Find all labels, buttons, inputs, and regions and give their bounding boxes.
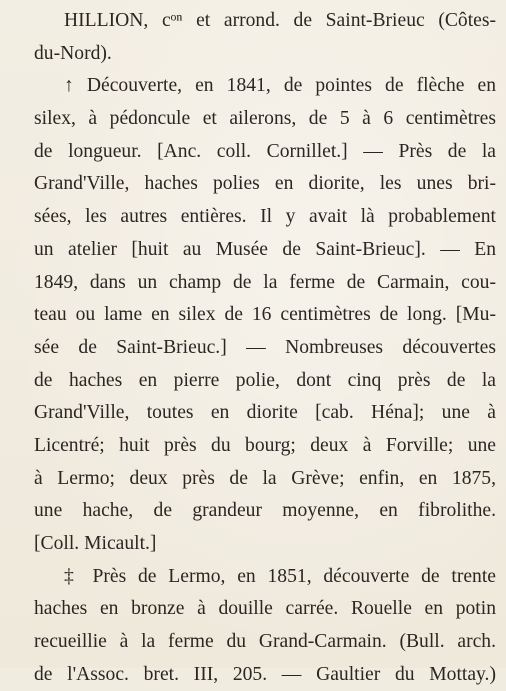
- text-line-21: de l'Assoc. bret. III, 205. — Gaultier du Mottay.): [34, 663, 496, 685]
- text-line-9: 1849, dans un champ de la ferme de Carmain, cou-: [34, 271, 496, 293]
- text-line-14: Licentré; huit près du bourg; deux à Forville; une: [34, 434, 496, 456]
- text-line-11: sée de Saint-Brieuc.] — Nombreuses découvertes: [34, 336, 496, 358]
- document-text: [34, 5, 496, 691]
- text-line-18: ‡ Près de Lermo, en 1851, découverte de trente: [64, 565, 496, 587]
- text-line-4: silex, à pédoncule et ailerons, de 5 à 6 centimètres: [34, 108, 496, 130]
- text-line-5: de longueur. [Anc. coll. Cornillet.] — Près de la: [34, 140, 496, 162]
- text-line-2: du-Nord).: [34, 42, 112, 64]
- text-line-16: une hache, de grandeur moyenne, en fibrolithe.: [34, 500, 496, 522]
- text-line-8: un atelier [huit au Musée de Saint-Brieuc]. — En: [34, 238, 496, 260]
- text-line-3: ↑ Découverte, en 1841, de pointes de flèche en: [64, 75, 496, 97]
- text-line-6: Grand'Ville, haches polies en diorite, les unes bri-: [34, 173, 496, 195]
- text-line-1: HILLION, cᵒⁿ et arrond. de Saint-Brieuc (Côtes-: [64, 10, 496, 31]
- text-line-7: sées, les autres entières. Il y avait là probablement: [34, 206, 496, 228]
- text-line-12: de haches en pierre polie, dont cinq près de la: [34, 369, 496, 391]
- text-line-10: teau ou lame en silex de 16 centimètres de long. [Mu-: [34, 304, 496, 326]
- text-line-15: à Lermo; deux près de la Grève; enfin, en 1875,: [34, 467, 496, 489]
- text-line-13: Grand'Ville, toutes en diorite [cab. Héna]; une à: [34, 402, 496, 424]
- text-line-19: haches en bronze à douille carrée. Rouelle en potin: [34, 598, 496, 620]
- text-line-17: [Coll. Micault.]: [34, 533, 157, 554]
- text-line-20: recueillie à la ferme du Grand-Carmain. (Bull. arch.: [34, 631, 496, 653]
